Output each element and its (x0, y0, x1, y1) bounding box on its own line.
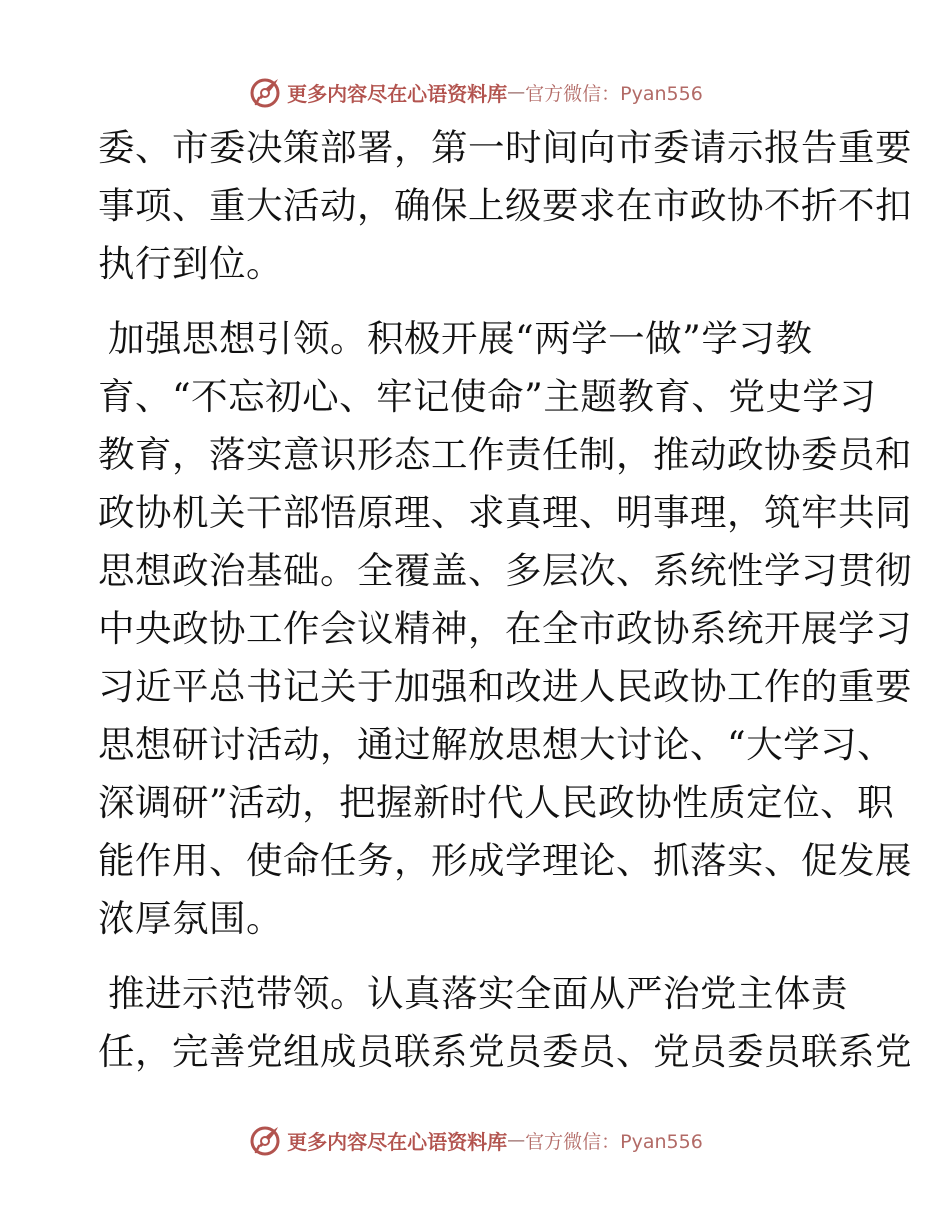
watermark-separator: — (507, 1129, 526, 1151)
text-line: 教育，落实意识形态工作责任制，推动政协委员和 (98, 433, 912, 476)
text-line: 育、“不忘初心、牢记使命”主题教育、党史学习 (98, 375, 877, 418)
text-line: 执行到位。 (98, 242, 283, 285)
watermark-separator: — (507, 81, 526, 103)
paragraph-exemplary-leadership (98, 965, 912, 1081)
text-line: 思想政治基础。全覆盖、多层次、系统性学习贯彻 (98, 549, 912, 592)
watermark-brand: 更多内容尽在心语资料库 (287, 1129, 508, 1154)
text-line-content: 推进示范带领。认真落实全面从严治党主体责 (108, 972, 848, 1015)
text-line: 深调研”活动，把握新时代人民政协性质定位、职 (98, 781, 895, 824)
watermark-footer (0, 1120, 950, 1160)
text-line (98, 310, 858, 368)
text-line: 浓厚氛围。 (98, 897, 283, 940)
quill-logo-icon (247, 74, 283, 110)
text-line: 中央政协工作会议精神，在全市政协系统开展学习 (98, 607, 912, 650)
text-line: 能作用、使命任务，形成学理论、抓落实、促发展 (98, 839, 912, 882)
text-line (98, 965, 858, 1023)
text-line: 事项、重大活动，确保上级要求在市政协不折不扣 (98, 184, 912, 227)
watermark-brand: 更多内容尽在心语资料库 (287, 81, 508, 106)
text-line: 委、市委决策部署，第一时间向市委请示报告重要 (98, 126, 912, 169)
paragraph-continuation (98, 119, 912, 293)
quill-logo-icon (247, 1122, 283, 1158)
text-line: 任，完善党组成员联系党员委员、党员委员联系党 (98, 1030, 912, 1073)
watermark-contact: 官方微信：Pyan556 (525, 82, 703, 105)
paragraph-ideological-guidance (98, 310, 912, 948)
document-body (98, 119, 912, 1081)
text-line: 习近平总书记关于加强和改进人民政协工作的重要 (98, 665, 912, 708)
text-line-content: 加强思想引领。积极开展“两学一做”学习教 (108, 317, 813, 360)
text-line: 思想研讨活动，通过解放思想大讨论、“大学习、 (98, 723, 895, 766)
watermark-contact: 官方微信：Pyan556 (525, 1130, 703, 1153)
text-line: 政协机关干部悟原理、求真理、明事理，筑牢共同 (98, 491, 912, 534)
watermark-header (0, 72, 950, 112)
